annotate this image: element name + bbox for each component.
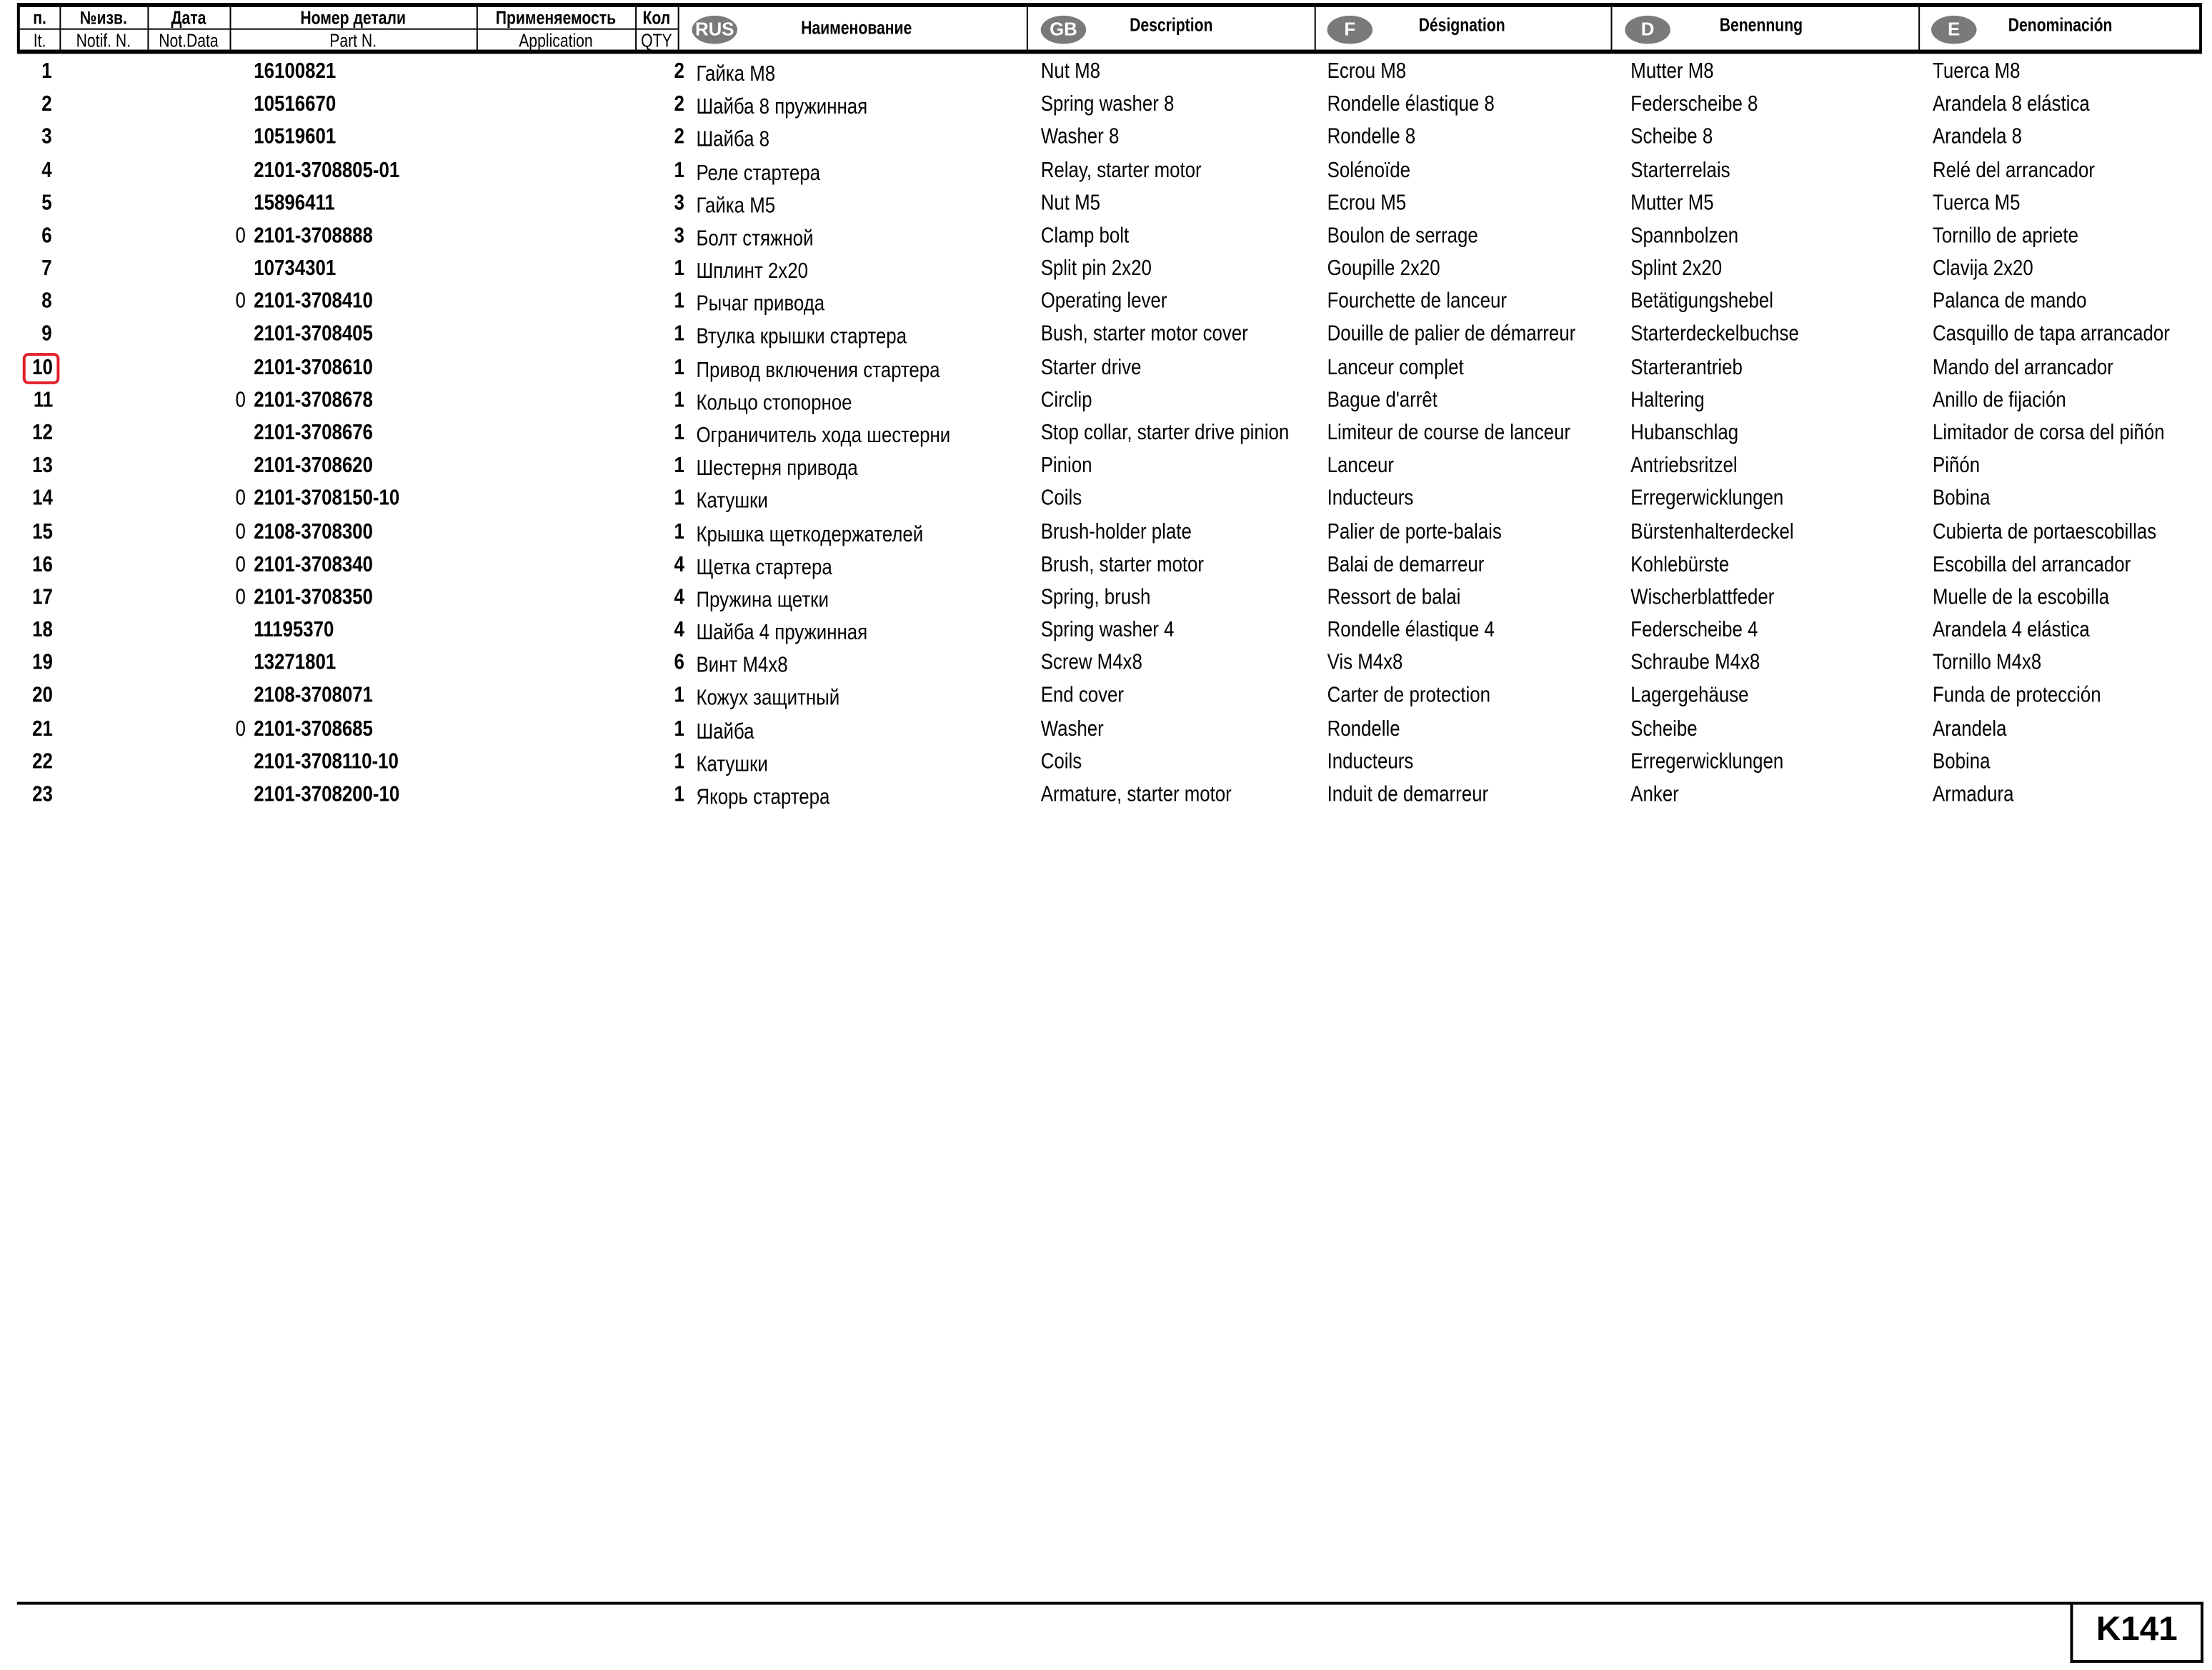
quantity: 1 xyxy=(674,256,685,281)
highlight-box xyxy=(23,352,60,384)
part-number: 2101-3708678 xyxy=(254,388,373,413)
denominacion-e: Armadura xyxy=(1933,782,2014,807)
item-number: 17 xyxy=(31,585,53,610)
denominacion-e: Cubierta de portaescobillas xyxy=(1933,519,2157,544)
description-gb: Circlip xyxy=(1040,388,1092,413)
denominacion-e: Palanca de mando xyxy=(1933,289,2087,314)
part-number: 16100821 xyxy=(254,59,337,84)
description-gb: Washer 8 xyxy=(1040,125,1120,150)
column-divider xyxy=(147,7,149,50)
designation-f: Goupille 2x20 xyxy=(1327,256,1440,281)
description-gb: End cover xyxy=(1040,684,1125,709)
quantity: 1 xyxy=(674,519,685,544)
denominacion-e: Arandela 4 elástica xyxy=(1933,618,2090,643)
header-f-title: Désignation xyxy=(1418,14,1505,36)
part-number: 2101-3708410 xyxy=(254,289,373,314)
quantity: 3 xyxy=(674,191,685,216)
description-gb: Relay, starter motor xyxy=(1040,158,1202,183)
item-number: 14 xyxy=(31,486,53,511)
designation-f: Fourchette de lanceur xyxy=(1327,289,1507,314)
part-number: 13271801 xyxy=(254,651,337,676)
header-notif-ru: №изв. xyxy=(79,6,127,29)
benennung-d: Federscheibe 8 xyxy=(1630,92,1758,117)
item-number: 13 xyxy=(31,454,53,479)
column-divider xyxy=(477,7,478,50)
part-number: 11195370 xyxy=(254,618,334,643)
item-number: 5 xyxy=(42,191,53,216)
benennung-d: Scheibe xyxy=(1630,716,1698,741)
item-number: 20 xyxy=(31,684,53,709)
description-gb: Split pin 2x20 xyxy=(1040,256,1152,281)
name-rus: Кольцо стопорное xyxy=(696,391,852,416)
denominacion-e: Piñón xyxy=(1933,454,1981,479)
description-gb: Screw M4x8 xyxy=(1040,651,1142,676)
benennung-d: Lagergehäuse xyxy=(1630,684,1749,709)
part-number: 10519601 xyxy=(254,125,337,150)
part-number: 2101-3708340 xyxy=(254,552,373,577)
quantity: 1 xyxy=(674,749,685,774)
column-divider xyxy=(1027,7,1028,50)
part-number: 2101-3708685 xyxy=(254,716,373,741)
denominacion-e: Relé del arrancador xyxy=(1933,158,2095,183)
description-gb: Operating lever xyxy=(1040,289,1167,314)
benennung-d: Erregerwicklungen xyxy=(1630,486,1784,511)
benennung-d: Splint 2x20 xyxy=(1630,256,1723,281)
designation-f: Bague d'arrêt xyxy=(1327,388,1438,413)
item-number: 6 xyxy=(42,224,53,249)
item-number: 21 xyxy=(31,716,53,741)
description-gb: Coils xyxy=(1040,486,1082,511)
name-rus: Шплинт 2х20 xyxy=(696,259,808,284)
notif-number: 0 xyxy=(235,224,246,249)
quantity: 3 xyxy=(674,224,685,249)
name-rus: Пружина щетки xyxy=(696,588,829,613)
denominacion-e: Arandela 8 xyxy=(1933,125,2023,150)
description-gb: Nut M5 xyxy=(1040,191,1100,216)
benennung-d: Starterrelais xyxy=(1630,158,1730,183)
designation-f: Solénoïde xyxy=(1327,158,1410,183)
notif-number: 0 xyxy=(235,716,246,741)
notif-number: 0 xyxy=(235,519,246,544)
name-rus: Гайка М5 xyxy=(696,194,776,219)
name-rus: Катушки xyxy=(696,752,768,777)
designation-f: Balai de demarreur xyxy=(1327,552,1485,577)
column-divider xyxy=(59,7,61,50)
denominacion-e: Arandela xyxy=(1933,716,2007,741)
quantity: 1 xyxy=(674,388,685,413)
designation-f: Palier de porte-balais xyxy=(1327,519,1502,544)
quantity: 4 xyxy=(674,585,685,610)
benennung-d: Wischerblattfeder xyxy=(1630,585,1775,610)
quantity: 4 xyxy=(674,552,685,577)
name-rus: Кожух защитный xyxy=(696,686,840,711)
item-number: 10 xyxy=(31,355,53,380)
designation-f: Inducteurs xyxy=(1327,749,1414,774)
part-number: 2101-3708620 xyxy=(254,454,373,479)
header-application-en: Application xyxy=(519,29,593,51)
part-number: 2101-3708610 xyxy=(254,355,373,380)
header-qty-en: QTY xyxy=(641,29,672,51)
quantity: 2 xyxy=(674,59,685,84)
item-number: 22 xyxy=(31,749,53,774)
item-number: 4 xyxy=(42,158,53,183)
designation-f: Boulon de serrage xyxy=(1327,224,1478,249)
table-header xyxy=(17,3,2202,54)
designation-f: Inducteurs xyxy=(1327,486,1414,511)
part-number: 2101-3708150-10 xyxy=(254,486,400,511)
benennung-d: Spannbolzen xyxy=(1630,224,1739,249)
item-number: 23 xyxy=(31,782,53,807)
column-divider xyxy=(1611,7,1613,50)
header-notif-en: Notif. N. xyxy=(76,29,131,51)
description-gb: Armature, starter motor xyxy=(1040,782,1232,807)
description-gb: Pinion xyxy=(1040,454,1092,479)
denominacion-e: Arandela 8 elástica xyxy=(1933,92,2090,117)
denominacion-e: Escobilla del arrancador xyxy=(1933,552,2131,577)
item-number: 3 xyxy=(42,125,53,150)
quantity: 4 xyxy=(674,618,685,643)
e-badge-icon: E xyxy=(1931,16,1977,44)
header-item-ru: п. xyxy=(33,6,46,29)
benennung-d: Antriebsritzel xyxy=(1630,454,1738,479)
denominacion-e: Muelle de la escobilla xyxy=(1933,585,2110,610)
part-number: 2101-3708350 xyxy=(254,585,373,610)
denominacion-e: Limitador de corsa del piñón xyxy=(1933,421,2165,446)
description-gb: Spring washer 8 xyxy=(1040,92,1175,117)
quantity: 1 xyxy=(674,684,685,709)
column-divider xyxy=(230,7,231,50)
item-number: 16 xyxy=(31,552,53,577)
part-number: 2101-3708405 xyxy=(254,322,373,347)
designation-f: Ecrou M8 xyxy=(1327,59,1407,84)
description-gb: Brush-holder plate xyxy=(1040,519,1192,544)
part-number: 10516670 xyxy=(254,92,337,117)
description-gb: Clamp bolt xyxy=(1040,224,1130,249)
description-gb: Bush, starter motor cover xyxy=(1040,322,1248,347)
benennung-d: Mutter M8 xyxy=(1630,59,1714,84)
name-rus: Гайка М8 xyxy=(696,62,776,87)
designation-f: Lanceur complet xyxy=(1327,355,1464,380)
d-badge-icon: D xyxy=(1625,16,1670,44)
part-number: 2101-3708676 xyxy=(254,421,373,446)
denominacion-e: Tuerca M8 xyxy=(1933,59,2021,84)
benennung-d: Schraube M4x8 xyxy=(1630,651,1760,676)
quantity: 1 xyxy=(674,158,685,183)
header-d-title: Benennung xyxy=(1719,14,1803,36)
header-rus-title: Наименование xyxy=(801,16,912,39)
part-number: 2108-3708071 xyxy=(254,684,373,709)
quantity: 1 xyxy=(674,716,685,741)
designation-f: Vis M4x8 xyxy=(1327,651,1403,676)
denominacion-e: Bobina xyxy=(1933,749,1991,774)
quantity: 6 xyxy=(674,651,685,676)
part-number: 2101-3708200-10 xyxy=(254,782,400,807)
designation-f: Rondelle élastique 4 xyxy=(1327,618,1495,643)
column-divider xyxy=(678,7,679,50)
item-number: 1 xyxy=(42,59,53,84)
part-number: 15896411 xyxy=(254,191,335,216)
quantity: 2 xyxy=(674,92,685,117)
name-rus: Шайба 8 xyxy=(696,128,770,153)
gb-badge-icon: GB xyxy=(1041,16,1087,44)
denominacion-e: Tuerca M5 xyxy=(1933,191,2021,216)
item-number: 12 xyxy=(31,421,53,446)
denominacion-e: Anillo de fijación xyxy=(1933,388,2066,413)
denominacion-e: Bobina xyxy=(1933,486,1991,511)
benennung-d: Haltering xyxy=(1630,388,1705,413)
item-number: 15 xyxy=(31,519,53,544)
f-badge-icon: F xyxy=(1327,16,1373,44)
denominacion-e: Tornillo M4x8 xyxy=(1933,651,2042,676)
name-rus: Ограничитель хода шестерни xyxy=(696,424,951,449)
item-number: 11 xyxy=(33,388,53,413)
benennung-d: Bürstenhalterdeckel xyxy=(1630,519,1794,544)
header-date-ru: Дата xyxy=(171,6,206,29)
name-rus: Шайба 4 пружинная xyxy=(696,621,868,646)
header-part-en: Part N. xyxy=(329,29,377,51)
denominacion-e: Tornillo de apriete xyxy=(1933,224,2078,249)
benennung-d: Erregerwicklungen xyxy=(1630,749,1784,774)
name-rus: Крышка щеткодержателей xyxy=(696,522,924,547)
name-rus: Винт М4х8 xyxy=(696,654,788,679)
notif-number: 0 xyxy=(235,552,246,577)
header-item-en: It. xyxy=(33,29,46,51)
denominacion-e: Clavija 2x20 xyxy=(1933,256,2033,281)
part-number: 10734301 xyxy=(254,256,337,281)
designation-f: Rondelle xyxy=(1327,716,1400,741)
header-part-ru: Номер детали xyxy=(300,6,406,29)
benennung-d: Scheibe 8 xyxy=(1630,125,1713,150)
name-rus: Реле стартера xyxy=(696,161,820,186)
notif-number: 0 xyxy=(235,289,246,314)
notif-number: 0 xyxy=(235,486,246,511)
designation-f: Rondelle 8 xyxy=(1327,125,1416,150)
rus-badge-icon: RUS xyxy=(692,16,737,44)
description-gb: Stop collar, starter drive pinion xyxy=(1040,421,1290,446)
description-gb: Spring washer 4 xyxy=(1040,618,1175,643)
header-e-title: Denominación xyxy=(2008,14,2113,36)
quantity: 2 xyxy=(674,125,685,150)
footer-rule xyxy=(17,1602,2203,1605)
name-rus: Щетка стартера xyxy=(696,555,832,580)
benennung-d: Federscheibe 4 xyxy=(1630,618,1758,643)
description-gb: Washer xyxy=(1040,716,1104,741)
item-number: 8 xyxy=(42,289,53,314)
name-rus: Якорь стартера xyxy=(696,785,830,810)
header-qty-ru: Кол xyxy=(642,6,671,29)
denominacion-e: Mando del arrancador xyxy=(1933,355,2113,380)
quantity: 1 xyxy=(674,782,685,807)
name-rus: Шестерня привода xyxy=(696,456,858,481)
name-rus: Втулка крышки стартера xyxy=(696,325,907,350)
quantity: 1 xyxy=(674,289,685,314)
description-gb: Spring, brush xyxy=(1040,585,1151,610)
item-number: 9 xyxy=(42,322,53,347)
description-gb: Brush, starter motor xyxy=(1040,552,1205,577)
item-number: 19 xyxy=(31,651,53,676)
quantity: 1 xyxy=(674,454,685,479)
quantity: 1 xyxy=(674,421,685,446)
item-number: 7 xyxy=(42,256,53,281)
notif-number: 0 xyxy=(235,585,246,610)
designation-f: Ecrou M5 xyxy=(1327,191,1407,216)
designation-f: Carter de protection xyxy=(1327,684,1490,709)
column-divider xyxy=(1918,7,1920,50)
page-code: K141 xyxy=(2071,1604,2204,1663)
header-date-en: Not.Data xyxy=(159,29,219,51)
item-number: 2 xyxy=(42,92,53,117)
designation-f: Rondelle élastique 8 xyxy=(1327,92,1495,117)
description-gb: Nut M8 xyxy=(1040,59,1100,84)
description-gb: Coils xyxy=(1040,749,1082,774)
designation-f: Induit de demarreur xyxy=(1327,782,1489,807)
designation-f: Douille de palier de démarreur xyxy=(1327,322,1576,347)
designation-f: Lanceur xyxy=(1327,454,1394,479)
quantity: 1 xyxy=(674,322,685,347)
column-divider xyxy=(1315,7,1316,50)
notif-number: 0 xyxy=(235,388,246,413)
column-divider xyxy=(635,7,637,50)
benennung-d: Mutter M5 xyxy=(1630,191,1714,216)
benennung-d: Starterantrieb xyxy=(1630,355,1743,380)
designation-f: Limiteur de course de lanceur xyxy=(1327,421,1571,446)
benennung-d: Kohlebürste xyxy=(1630,552,1730,577)
part-number: 2101-3708805-01 xyxy=(254,158,400,183)
quantity: 1 xyxy=(674,486,685,511)
name-rus: Рычаг привода xyxy=(696,292,825,317)
benennung-d: Starterdeckelbuchse xyxy=(1630,322,1799,347)
benennung-d: Betätigungshebel xyxy=(1630,289,1773,314)
name-rus: Болт стяжной xyxy=(696,226,814,251)
part-number: 2101-3708110-10 xyxy=(254,749,399,774)
part-number: 2101-3708888 xyxy=(254,224,373,249)
denominacion-e: Funda de protección xyxy=(1933,684,2101,709)
name-rus: Катушки xyxy=(696,489,768,514)
quantity: 1 xyxy=(674,355,685,380)
description-gb: Starter drive xyxy=(1040,355,1142,380)
benennung-d: Anker xyxy=(1630,782,1679,807)
name-rus: Шайба xyxy=(696,719,754,744)
benennung-d: Hubanschlag xyxy=(1630,421,1739,446)
name-rus: Шайба 8 пружинная xyxy=(696,95,868,120)
part-number: 2108-3708300 xyxy=(254,519,373,544)
name-rus: Привод включения стартера xyxy=(696,358,940,383)
item-number: 18 xyxy=(31,618,53,643)
denominacion-e: Casquillo de tapa arrancador xyxy=(1933,322,2170,347)
header-application-ru: Применяемость xyxy=(495,6,617,29)
designation-f: Ressort de balai xyxy=(1327,585,1461,610)
header-gb-title: Description xyxy=(1130,14,1213,36)
